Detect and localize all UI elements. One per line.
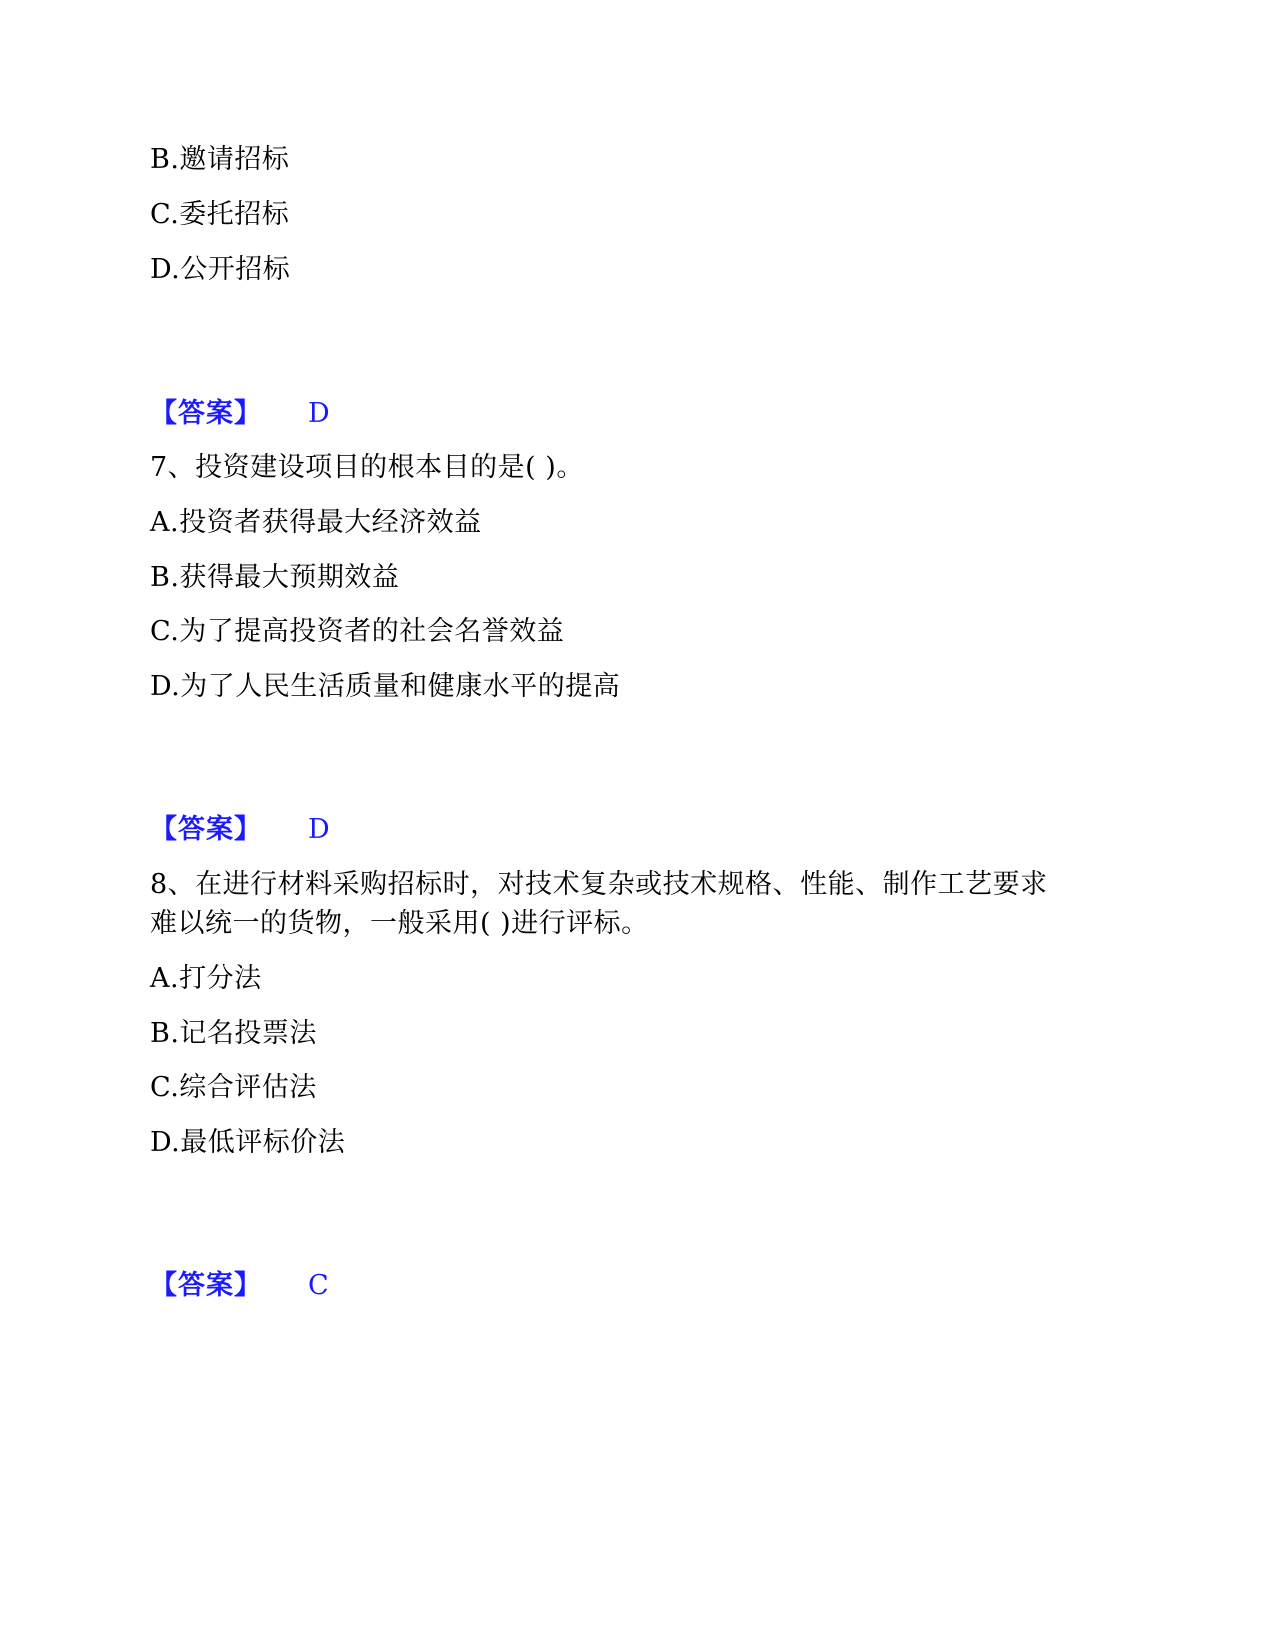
q8-option-a: A.打分法 bbox=[150, 963, 262, 994]
q7-question: 7、投资建设项目的根本目的是( )。 bbox=[150, 452, 584, 483]
q6-option-b: B.邀请招标 bbox=[150, 144, 290, 175]
q8-question-line2: 难以统一的货物，一般采用( )进行评标。 bbox=[150, 908, 649, 939]
q6-answer-label: 【答案】 bbox=[150, 398, 262, 429]
q7-option-d: D.为了人民生活质量和健康水平的提高 bbox=[150, 671, 621, 702]
q6-answer bbox=[150, 396, 330, 432]
q7-option-a: A.投资者获得最大经济效益 bbox=[150, 507, 482, 538]
q8-answer-value: C bbox=[308, 1270, 329, 1301]
q6-option-c: C.委托招标 bbox=[150, 199, 290, 230]
q7-answer-label: 【答案】 bbox=[150, 814, 262, 845]
q7-option-c: C.为了提高投资者的社会名誉效益 bbox=[150, 616, 565, 647]
q7-option-b: B.获得最大预期效益 bbox=[150, 562, 400, 593]
q6-answer-value: D bbox=[308, 398, 330, 429]
q7-answer-value: D bbox=[308, 814, 330, 845]
q8-answer-label: 【答案】 bbox=[150, 1270, 262, 1301]
q8-answer bbox=[150, 1268, 329, 1304]
q8-question-line1: 8、在进行材料采购招标时，对技术复杂或技术规格、性能、制作工艺要求 bbox=[150, 869, 1048, 900]
q6-option-d: D.公开招标 bbox=[150, 254, 291, 285]
q8-option-d: D.最低评标价法 bbox=[150, 1127, 346, 1158]
q7-answer bbox=[150, 812, 330, 848]
q8-option-c: C.综合评估法 bbox=[150, 1072, 317, 1103]
q8-option-b: B.记名投票法 bbox=[150, 1018, 317, 1049]
